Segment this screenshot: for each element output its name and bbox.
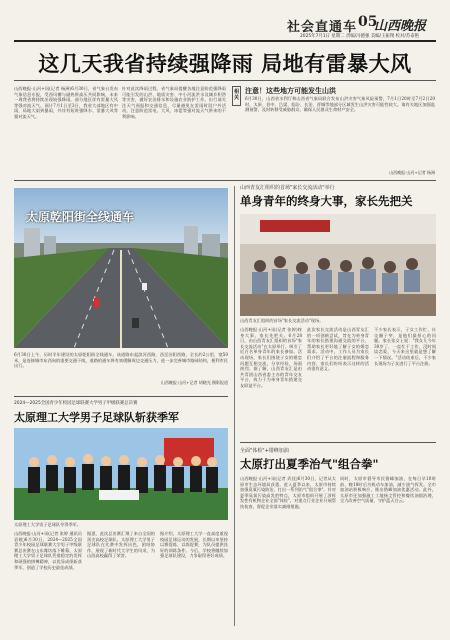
lead-headline: 这几天我省持续强降雨 局地有雷暴大风 <box>38 52 412 76</box>
related-title: 注意！这些地方可能发生山洪 <box>245 87 336 95</box>
soccer-text-col1: 山西晚报·山河+讯(记者 张婷 通讯员 袁媛)6月30日，2024—2025全国青少年校园足球联赛大学男子甲级联赛总决赛在山东潍坊落下帷幕，太原理工大学男子足球队凭借稳定的发挥和顽强的拼搏精神，以优异成绩斩获季军，创造了学校历史最佳成绩。 <box>14 531 82 570</box>
column-divider <box>234 186 235 626</box>
section-rule-3 <box>240 442 436 443</box>
summer-headline: 太原打出夏季治气"组合拳" <box>240 457 379 471</box>
youth-text-col2: 此次家长交流活动是山西青友汇的一项创新尝试，旨在为单身青年的家长搭建沟通交流的平台，帮助家长更好地了解子女的婚恋需求。活动中，工作人员为家长们介绍了平台的注册流程和服务内容，家长们纷纷表示这样的活动很有意义。 <box>307 327 369 372</box>
summer-text-col1: 山西晚报·山河+讯(记者 武佳)6月30日，记者从太原市生态环境局获悉，进入夏季以来，太原市持续加强臭氧污染防治，打出一系列治气"组合拳"。针对夏季臭氧污染高发的特点，太原市组织开展了涉挥发性有机物企业全面"体检"，对重点行业企业开展帮扶检查，督促企业落实减排措施。 <box>240 476 336 509</box>
page-number: 05 <box>358 14 378 30</box>
road-photo-credit: 山西晚报·山河+记者 胡晓光 摄影报道 <box>160 380 228 385</box>
section-title: 社会直通车 <box>287 20 358 35</box>
road-photo-headline: 太原乾阳街全线通车 <box>26 210 135 224</box>
soccer-headline: 太原理工大学男子足球队斩获季军 <box>14 411 179 424</box>
masthead <box>0 0 450 40</box>
youth-photo <box>240 214 436 316</box>
youth-text-col3: 不少家长表示，子女工作忙、社交圈子窄，是他们最担心的问题。家长张女士说："我女儿今年30岁了，一直忙于工作，没时间谈恋爱，今天来这里就是想了解一下情况。"活动结束后，不少家长现场为子女进行了平台注册。 <box>374 327 436 366</box>
related-reporter: 山西晚报·山河+记者 杨洲 <box>389 170 435 175</box>
soccer-photo <box>14 428 228 520</box>
soccer-text-col3: 据介绍，太原理工大学一直高度重视校园足球运动的发展，长期以来坚持以赛促练、以练促赛，为队员提供良好的训练条件。今后，学校将继续加强足球队建设，力争取得更好成绩。 <box>160 531 228 559</box>
youth-photo-image <box>240 214 436 316</box>
youth-headline: 单身青年的终身大事，家长先把关 <box>240 194 413 208</box>
summer-text-col2: 同时，太原市倡导市民错峰加油，在每日早10时前、晚18时后为机动车加油，减少油气挥发。全市加油站积极响应，推出错峰加油优惠活动。此外，太原市还加强施工工地扬尘管控和餐饮油烟治理，全力改善空气质量，守护蓝天白云。 <box>340 476 436 504</box>
newspaper-logo: 山西晚报 <box>374 19 427 34</box>
masthead-meta: 2025年7月1日 星期二 责编/冯德强 美编/王振翔 校对/苏泰艳 <box>300 34 419 39</box>
lead-text-col1: 山西晚报·山河+讯(记者 杨洲)6月30日，省气象台发布气象信息专报，受西风槽与副热带高压共同影响，未来一周我省将持续出现较强降雨，部分地区伴有雷暴大风等强对流天气。预计7月1日至3日，我省大部地区有中雨，局地大雨到暴雨，并伴有短时强降水、雷暴大风等强对流天气。 <box>14 86 118 119</box>
section-rule-1 <box>14 180 436 181</box>
soccer-photo-image <box>14 428 228 520</box>
summer-kicker: 全面"体检"+错峰加油 <box>240 448 289 454</box>
section-rule-2 <box>14 396 228 397</box>
soccer-kicker: 2024—2025全国青少年校园足球联赛大学男子甲级联赛总决赛 <box>14 401 138 406</box>
youth-text-col1: 山西晚报·山河+讯(记者 张婷)终身大事，家长先把关。6月28日，由山西青友汇组织的首场"家长交流活动"在太原举行，吸引了近百名单身青年的家长参加。活动现场，家长们围绕子女的婚恋问题互相交流，分享经验，场面热烈。据了解，山西青友汇是由共青团山西省委主办的青年交友平台，致力于为单身青年搭建交友联谊平台。 <box>240 327 302 388</box>
youth-photo-caption: 山西青友汇组织的首场"家长交流活动"现场。 <box>240 318 324 323</box>
road-photo <box>14 188 228 348</box>
masthead-rule <box>14 40 436 42</box>
soccer-photo-caption: 太原理工大学男子足球队夺得季军。 <box>14 522 82 527</box>
road-photo-caption: 6月30日上午，历时半年建设的太原乾阳街全线通车。该道路东起滨河西路，西至汾阳西路，全长约2公里，宽50米，是连接城市东西向的重要交通干线，道路的通车将有效缓解周边交通压力，进一步完善城市路网结构，便利市民出行。 <box>14 352 228 369</box>
youth-kicker: 山西青友汇组织的首场"家长交流活动"举行 <box>240 185 335 191</box>
lead-rule <box>14 80 436 81</box>
related-tag: 相关 <box>232 86 241 106</box>
soccer-text-col2: 据悉，此次总决赛汇聚了来自全国的顶尖高校足球队。太原理工大学男子足球队在比赛中发挥出色，团结协作，展现了新时代大学生的风采，为山西高校赢得了荣誉。 <box>87 531 155 559</box>
lead-text-col2: 针对此次降雨过程，省气象局提醒各地注意防范强降雨可能引发的山洪、地质灾害、中小河流洪水及城乡积涝等灾害，做好农田排水和设施农业防护工作。出行请关注天气预报和交通信息，尽量避免在雷雨时段户外活动，注意防范雷电、大风、冰雹等强对流天气带来的不利影响。 <box>122 86 226 119</box>
related-text: 6月30日，山西省水利厅和山西省气象局联合发布山洪灾害气象风险预警，7月1日20时至7月2日20时，太原、晋中、吕梁、临汾、长治、晋城等地部分区域发生山洪灾害可能性较大。请有关地区加强监测预警，及时转移受威胁群众，确保人民群众生命财产安全。 <box>245 96 435 113</box>
